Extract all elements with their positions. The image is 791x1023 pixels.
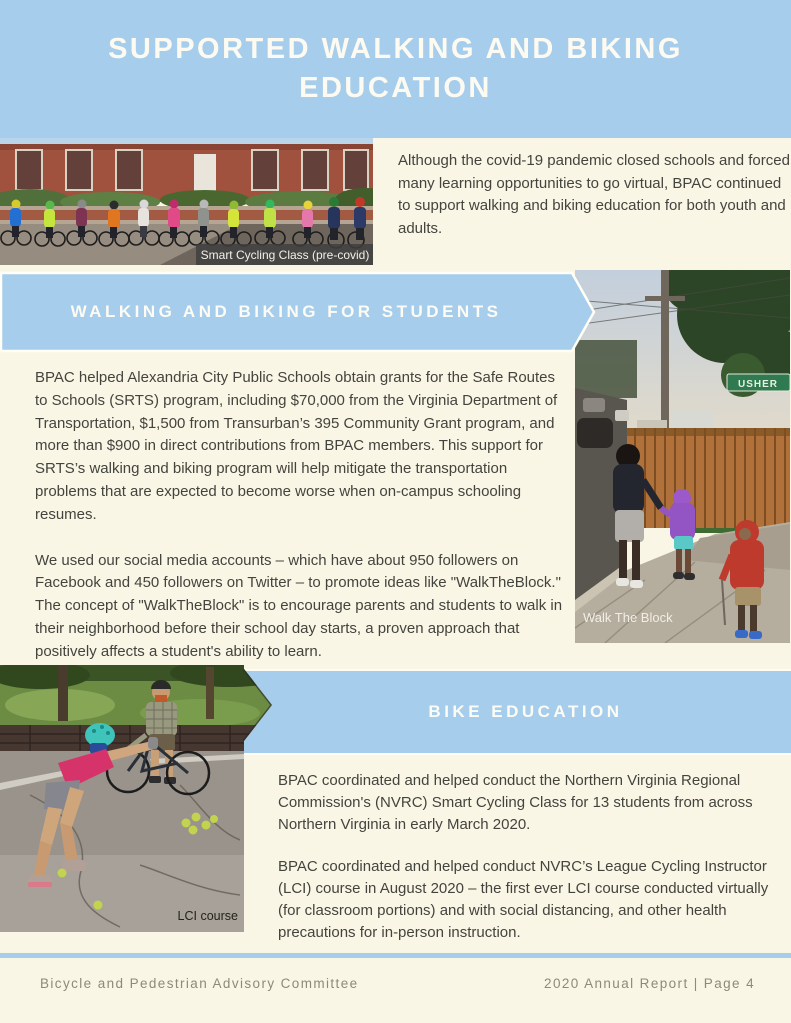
bike-section-heading: BIKE EDUCATION <box>428 702 623 721</box>
page-header-banner <box>0 0 791 138</box>
students-section-body <box>35 367 569 687</box>
lci-course-photo <box>0 665 275 932</box>
lci-course-caption: LCI course <box>177 909 238 923</box>
footer-divider <box>0 953 791 958</box>
footer-report-page: 2020 Annual Report | Page 4 <box>544 976 755 991</box>
walk-the-block-caption: Walk The Block <box>583 610 673 625</box>
walk-the-block-photo-image <box>575 270 790 643</box>
bike-paragraph-2: BPAC coordinated and helped conduct NVRC’s League Cycling Instructor (LCI) course in August 2020 – the first ever LCI course conducted virtually (for classroom portions) and with social distancing, and other health precautions for in-person instruction. <box>278 858 769 941</box>
bike-paragraph-1: BPAC coordinated and helped conduct the Northern Virginia Regional Commission's (NVRC) Smart Cycling Class for 13 students from across Northern Virginia in early March 2020. <box>278 772 753 833</box>
students-section-heading: WALKING AND BIKING FOR STUDENTS <box>70 302 502 321</box>
students-paragraph-1: BPAC helped Alexandria City Public Schools obtain grants for the Safe Routes to Schools (SRTS) program, including $70,000 from the Virginia Department of Transportation, $1,500 from Transurban’s 395 Community Grant program, and more than $900 in direct contributions from BPAC members. This support for SRTS’s walking and biking program will help mitigate the transportation problems that are expected to become worse when on-campus schooling resumes. <box>35 369 558 523</box>
page-title: SUPPORTED WALKING AND BIKING EDUCATION <box>108 32 683 104</box>
footer-committee-name: Bicycle and Pedestrian Advisory Committee <box>40 976 359 991</box>
street-sign-label: USHER <box>737 379 779 390</box>
students-paragraph-2: We used our social media accounts – which have about 950 followers on Facebook and 450 followers on Twitter – to promote ideas like "WalkTheBlock." The concept of "WalkTheBlock" is to encourage parents and students to walk in their neighborhood before their school day starts, a proven approach that positively affects a student's ability to learn. <box>35 551 563 660</box>
walk-the-block-photo <box>575 270 790 643</box>
bike-education-banner <box>220 669 791 755</box>
smart-cycling-caption: Smart Cycling Class (pre-covid) <box>200 248 370 262</box>
bike-section-body <box>278 770 786 964</box>
lci-course-photo-image <box>0 665 275 932</box>
smart-cycling-photo <box>0 138 373 265</box>
intro-paragraph: Although the covid-19 pandemic closed schools and forced many learning opportunities to go virtual, BPAC continued to support walking and biking education for both youth and adults. <box>398 152 790 237</box>
smart-cycling-photo-image <box>0 138 373 265</box>
